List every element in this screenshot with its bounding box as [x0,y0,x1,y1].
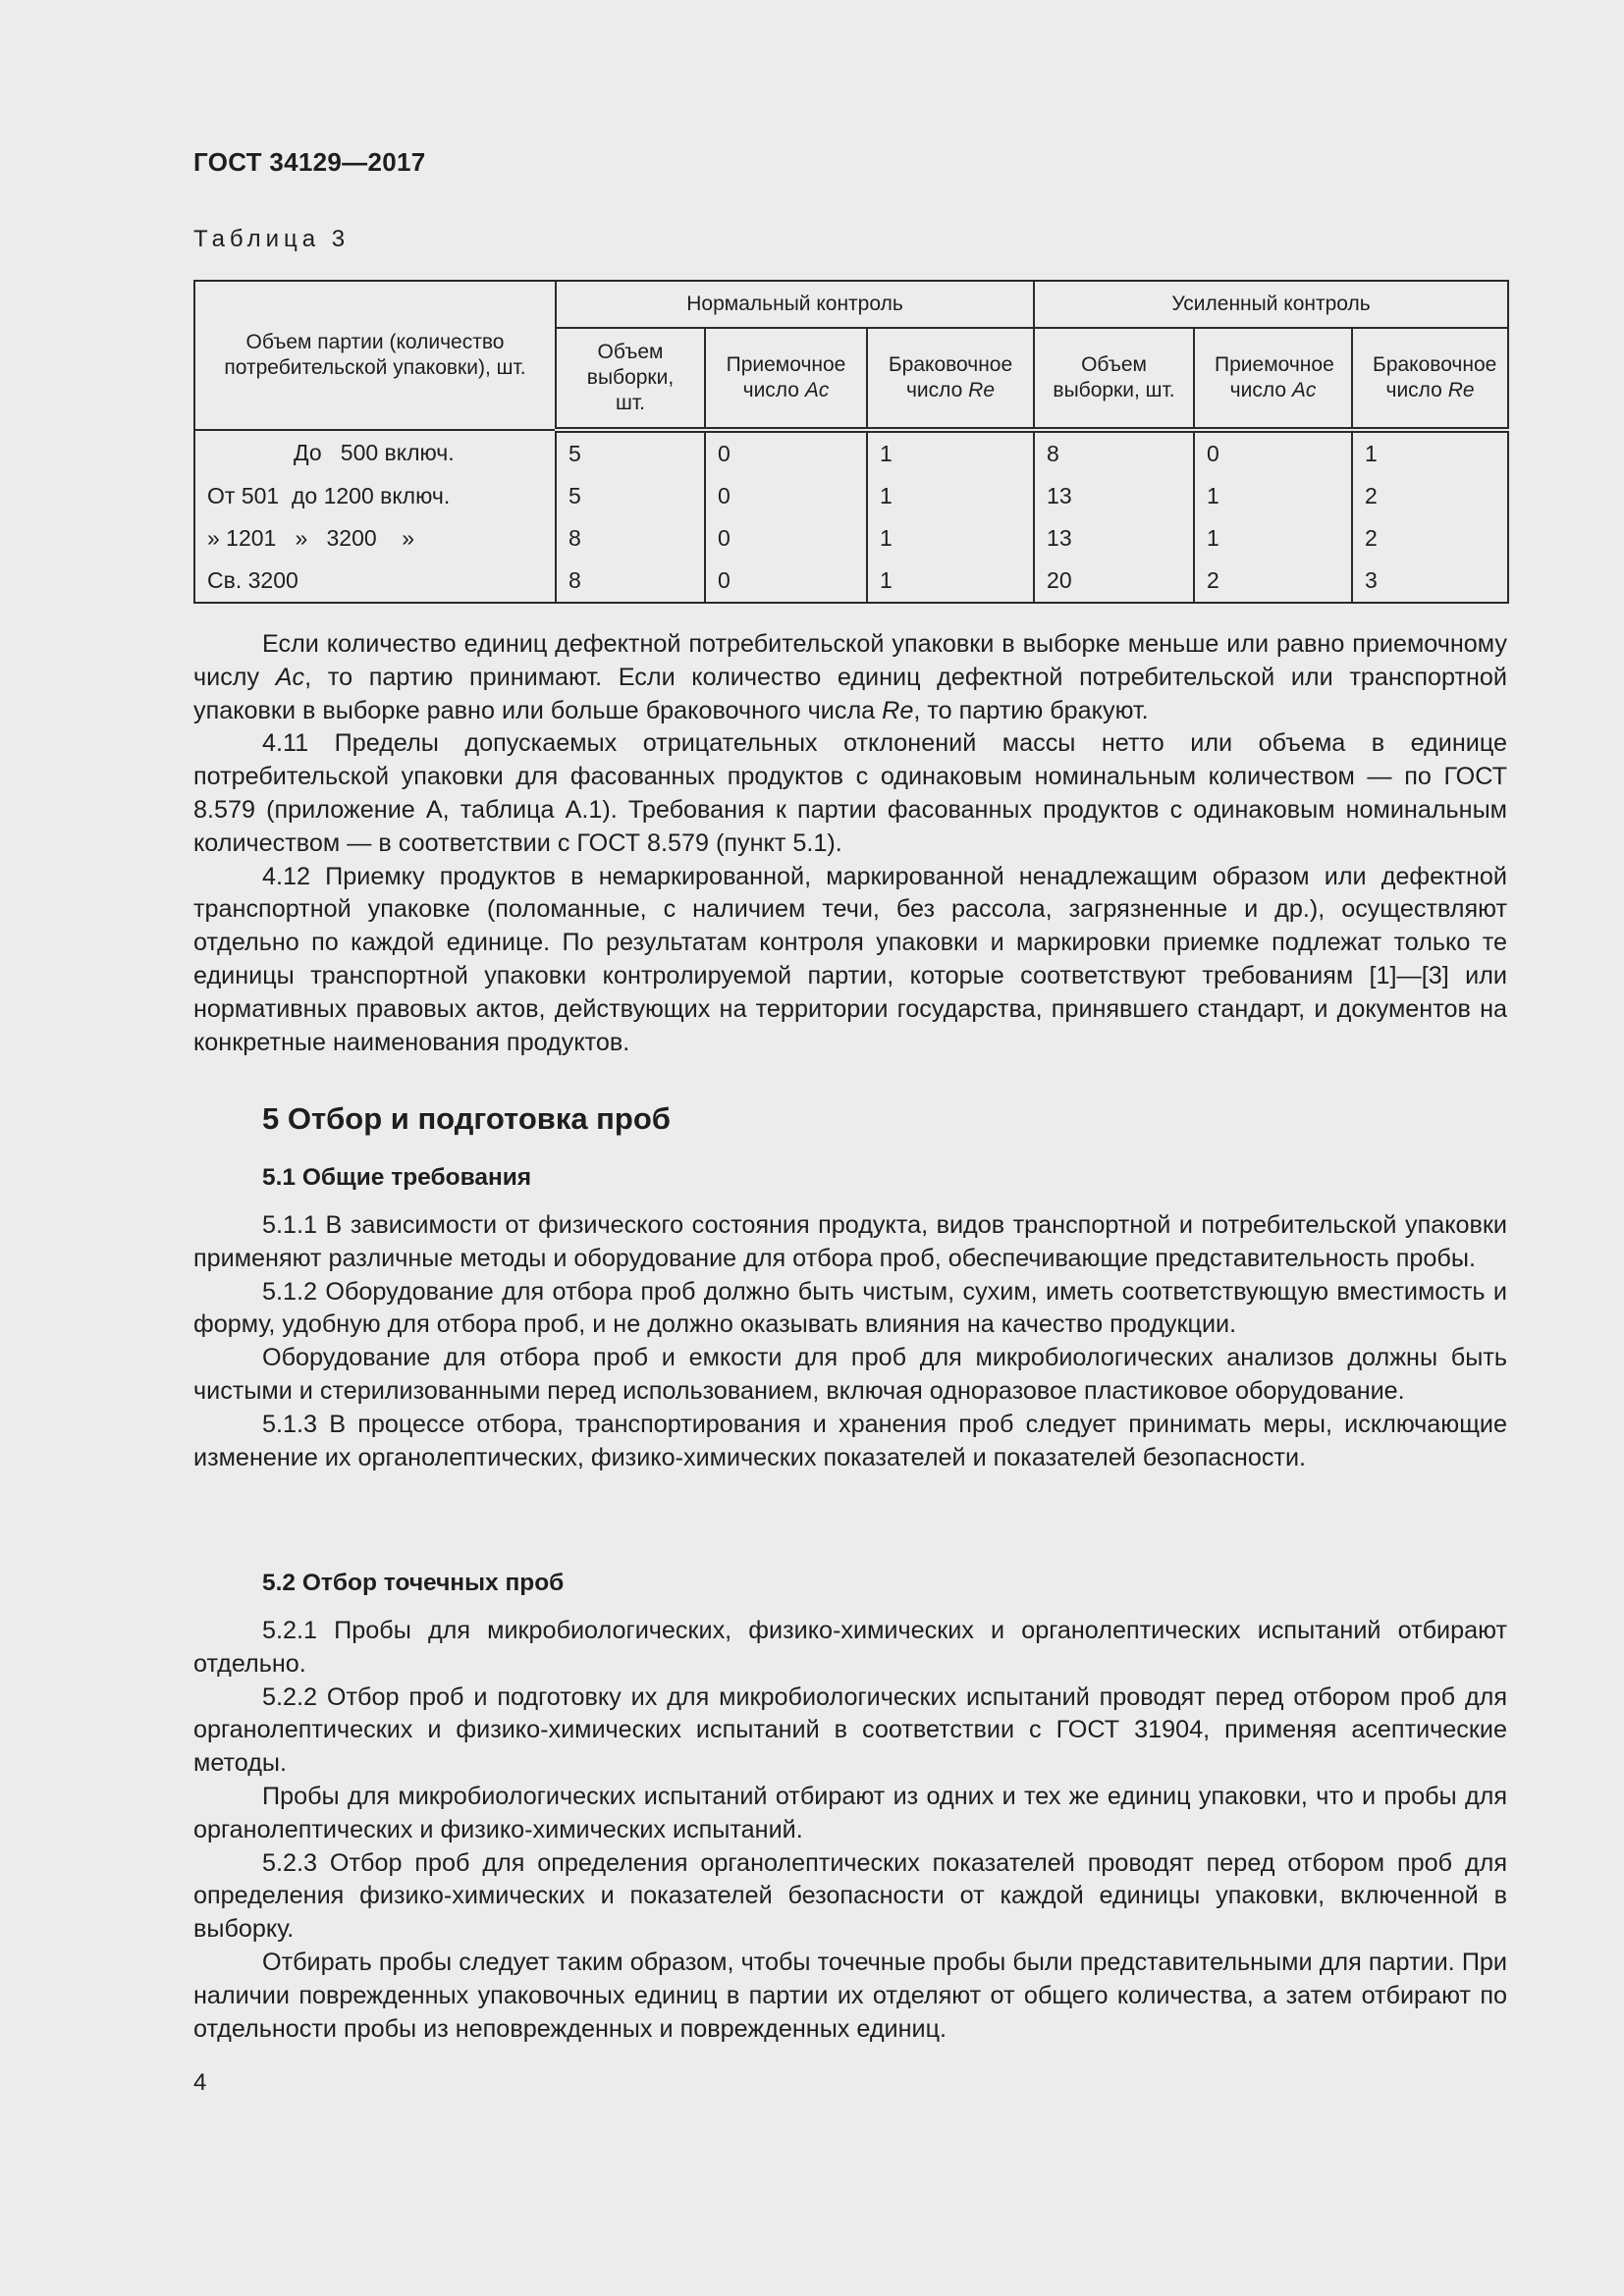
page-number: 4 [193,2069,207,2096]
paragraph-4-12: 4.12 Приемку продуктов в немаркированной, маркированной ненадлежащим образом или дефектной транспортной упаковке (поломанные, с наличием течи, без рассола, загрязненные и др.), осуществляют отдельно по каждой единице. По результатам контроля упаковки и маркировки приемке подлежат только те единицы транспортной упаковки контролируемой партии, которые соответствуют требованиям [1]—[3] или нормативных правовых актов, действующих на территории государства, принявшего стандарт, и документов на конкретные наименования продуктов. [193,862,1507,1056]
acceptance-text-block [193,628,1507,1059]
table-row [194,517,1508,560]
tight-rejection-header: Браковочное число Re [1352,328,1508,430]
normal-acceptance-header: Приемочное число Ac [705,328,867,430]
section-5-heading: 5 Отбор и подготовка проб [262,1101,671,1136]
paragraph-5-2-3: 5.2.3 Отбор проб для определения органолептических показателей проводят перед отбором проб для определения физико-химических и показателей безопасности от каждой единицы упаковки, включенной в выборку. [193,1848,1507,1944]
lot-size-cell: Св. 3200 [194,560,556,603]
paragraph-4-11: 4.11 Пределы допускаемых отрицательных отклонений массы нетто или объема в единице потребительской упаковки для фасованных продуктов с одинаковым номинальным количеством — по ГОСТ 8.579 (приложение А, таблица А.1). Требования к партии фасованных продуктов с одинаковым номинальным количеством — в соответствии с ГОСТ 8.579 (пункт 5.1). [193,729,1507,857]
table-cell: 1 [867,517,1034,560]
paragraph-5-1-2-continued: Оборудование для отбора проб и емкости для проб для микробиологических анализов должны быть чистыми и стерилизованными перед использованием, включая одноразовое пластиковое оборудование. [193,1344,1507,1405]
paragraph-5-2-3-continued: Отбирать пробы следует таким образом, чтобы точечные пробы были представительными для партии. При наличии поврежденных упаковочных единиц в партии их отделяют от общего количества, а затем отбирают по отдельности пробы из неповрежденных и поврежденных единиц. [193,1948,1507,2043]
table-cell: 2 [1352,475,1508,517]
table-cell: 5 [556,475,705,517]
paragraph-5-1-2: 5.1.2 Оборудование для отбора проб должно быть чистым, сухим, иметь соответствующую вместимость и форму, удобную для отбора проб, и не должно оказывать влияния на качество продукции. [193,1277,1507,1339]
table-cell: 8 [1034,430,1194,475]
table-cell: 8 [556,560,705,603]
paragraph-acceptance-rule: Если количество единиц дефектной потребительской упаковки в выборке меньше или равно приемочному числу Ac, то партию принимают. Если количество единиц дефектной потребительской или транспортной упаковки в выборке равно или больше браковочного числа Re, то партию бракуют. [193,630,1508,724]
table-caption: Таблица 3 [193,226,351,252]
subsection-5-2-heading: 5.2 Отбор точечных проб [262,1570,565,1596]
table-cell: 1 [867,430,1034,475]
paragraph-5-1-3: 5.1.3 В процессе отбора, транспортирования и хранения проб следует принимать меры, исключающие изменение их органолептических, физико-химических показателей и показателей безопасности. [193,1410,1507,1471]
normal-rejection-header: Браковочное число Re [867,328,1034,430]
paragraph-5-1-1: 5.1.1 В зависимости от физического состояния продукта, видов транспортной и потребительской упаковки применяют различные методы и оборудование для отбора проб, обеспечивающие представительность пробы. [193,1211,1507,1272]
table-cell: 8 [556,517,705,560]
table-cell: 0 [1194,430,1352,475]
table-row [194,430,1508,475]
table-cell: 0 [705,430,867,475]
normal-sample-size-header: Объем выборки, шт. [556,328,705,430]
section-5-2-block [193,1615,1507,2046]
table-row [194,475,1508,517]
col-lot-size-header: Объем партии (количество потребительской упаковки), шт. [194,281,556,430]
table-cell: 13 [1034,517,1194,560]
tightened-control-header: Усиленный контроль [1034,281,1508,328]
lot-size-cell: От 501 до 1200 включ. [194,475,556,517]
section-5-1-block [193,1209,1507,1474]
tight-sample-size-header: Объем выборки, шт. [1034,328,1194,430]
table-cell: 13 [1034,475,1194,517]
paragraph-5-2-2-continued: Пробы для микробиологических испытаний отбирают из одних и тех же единиц упаковки, что и пробы для органолептических и физико-химических испытаний. [193,1782,1507,1843]
table-cell: 0 [705,475,867,517]
sampling-table [193,280,1509,604]
table-cell: 20 [1034,560,1194,603]
paragraph-5-2-2: 5.2.2 Отбор проб и подготовку их для микробиологических испытаний проводят перед отбором проб для органолептических и физико-химических испытаний в соответствии с ГОСТ 31904, применяя асептические методы. [193,1682,1507,1778]
table-cell: 2 [1194,560,1352,603]
paragraph-5-2-1: 5.2.1 Пробы для микробиологических, физико-химических и органолептических испытаний отбирают отдельно. [193,1617,1507,1678]
table-cell: 0 [705,560,867,603]
document-header: ГОСТ 34129—2017 [193,147,426,177]
table-cell: 0 [705,517,867,560]
lot-size-cell: » 1201 » 3200 » [194,517,556,560]
table-cell: 2 [1352,517,1508,560]
table-cell: 1 [867,475,1034,517]
table-cell: 1 [1194,517,1352,560]
table-cell: 1 [1194,475,1352,517]
normal-control-header: Нормальный контроль [556,281,1034,328]
tight-acceptance-header: Приемочное число Ac [1194,328,1352,430]
table-cell: 3 [1352,560,1508,603]
subsection-5-1-heading: 5.1 Общие требования [262,1164,532,1191]
table-row [194,560,1508,603]
table-cell: 1 [867,560,1034,603]
lot-size-cell: До 500 включ. [194,430,556,475]
table-cell: 1 [1352,430,1508,475]
table-cell: 5 [556,430,705,475]
